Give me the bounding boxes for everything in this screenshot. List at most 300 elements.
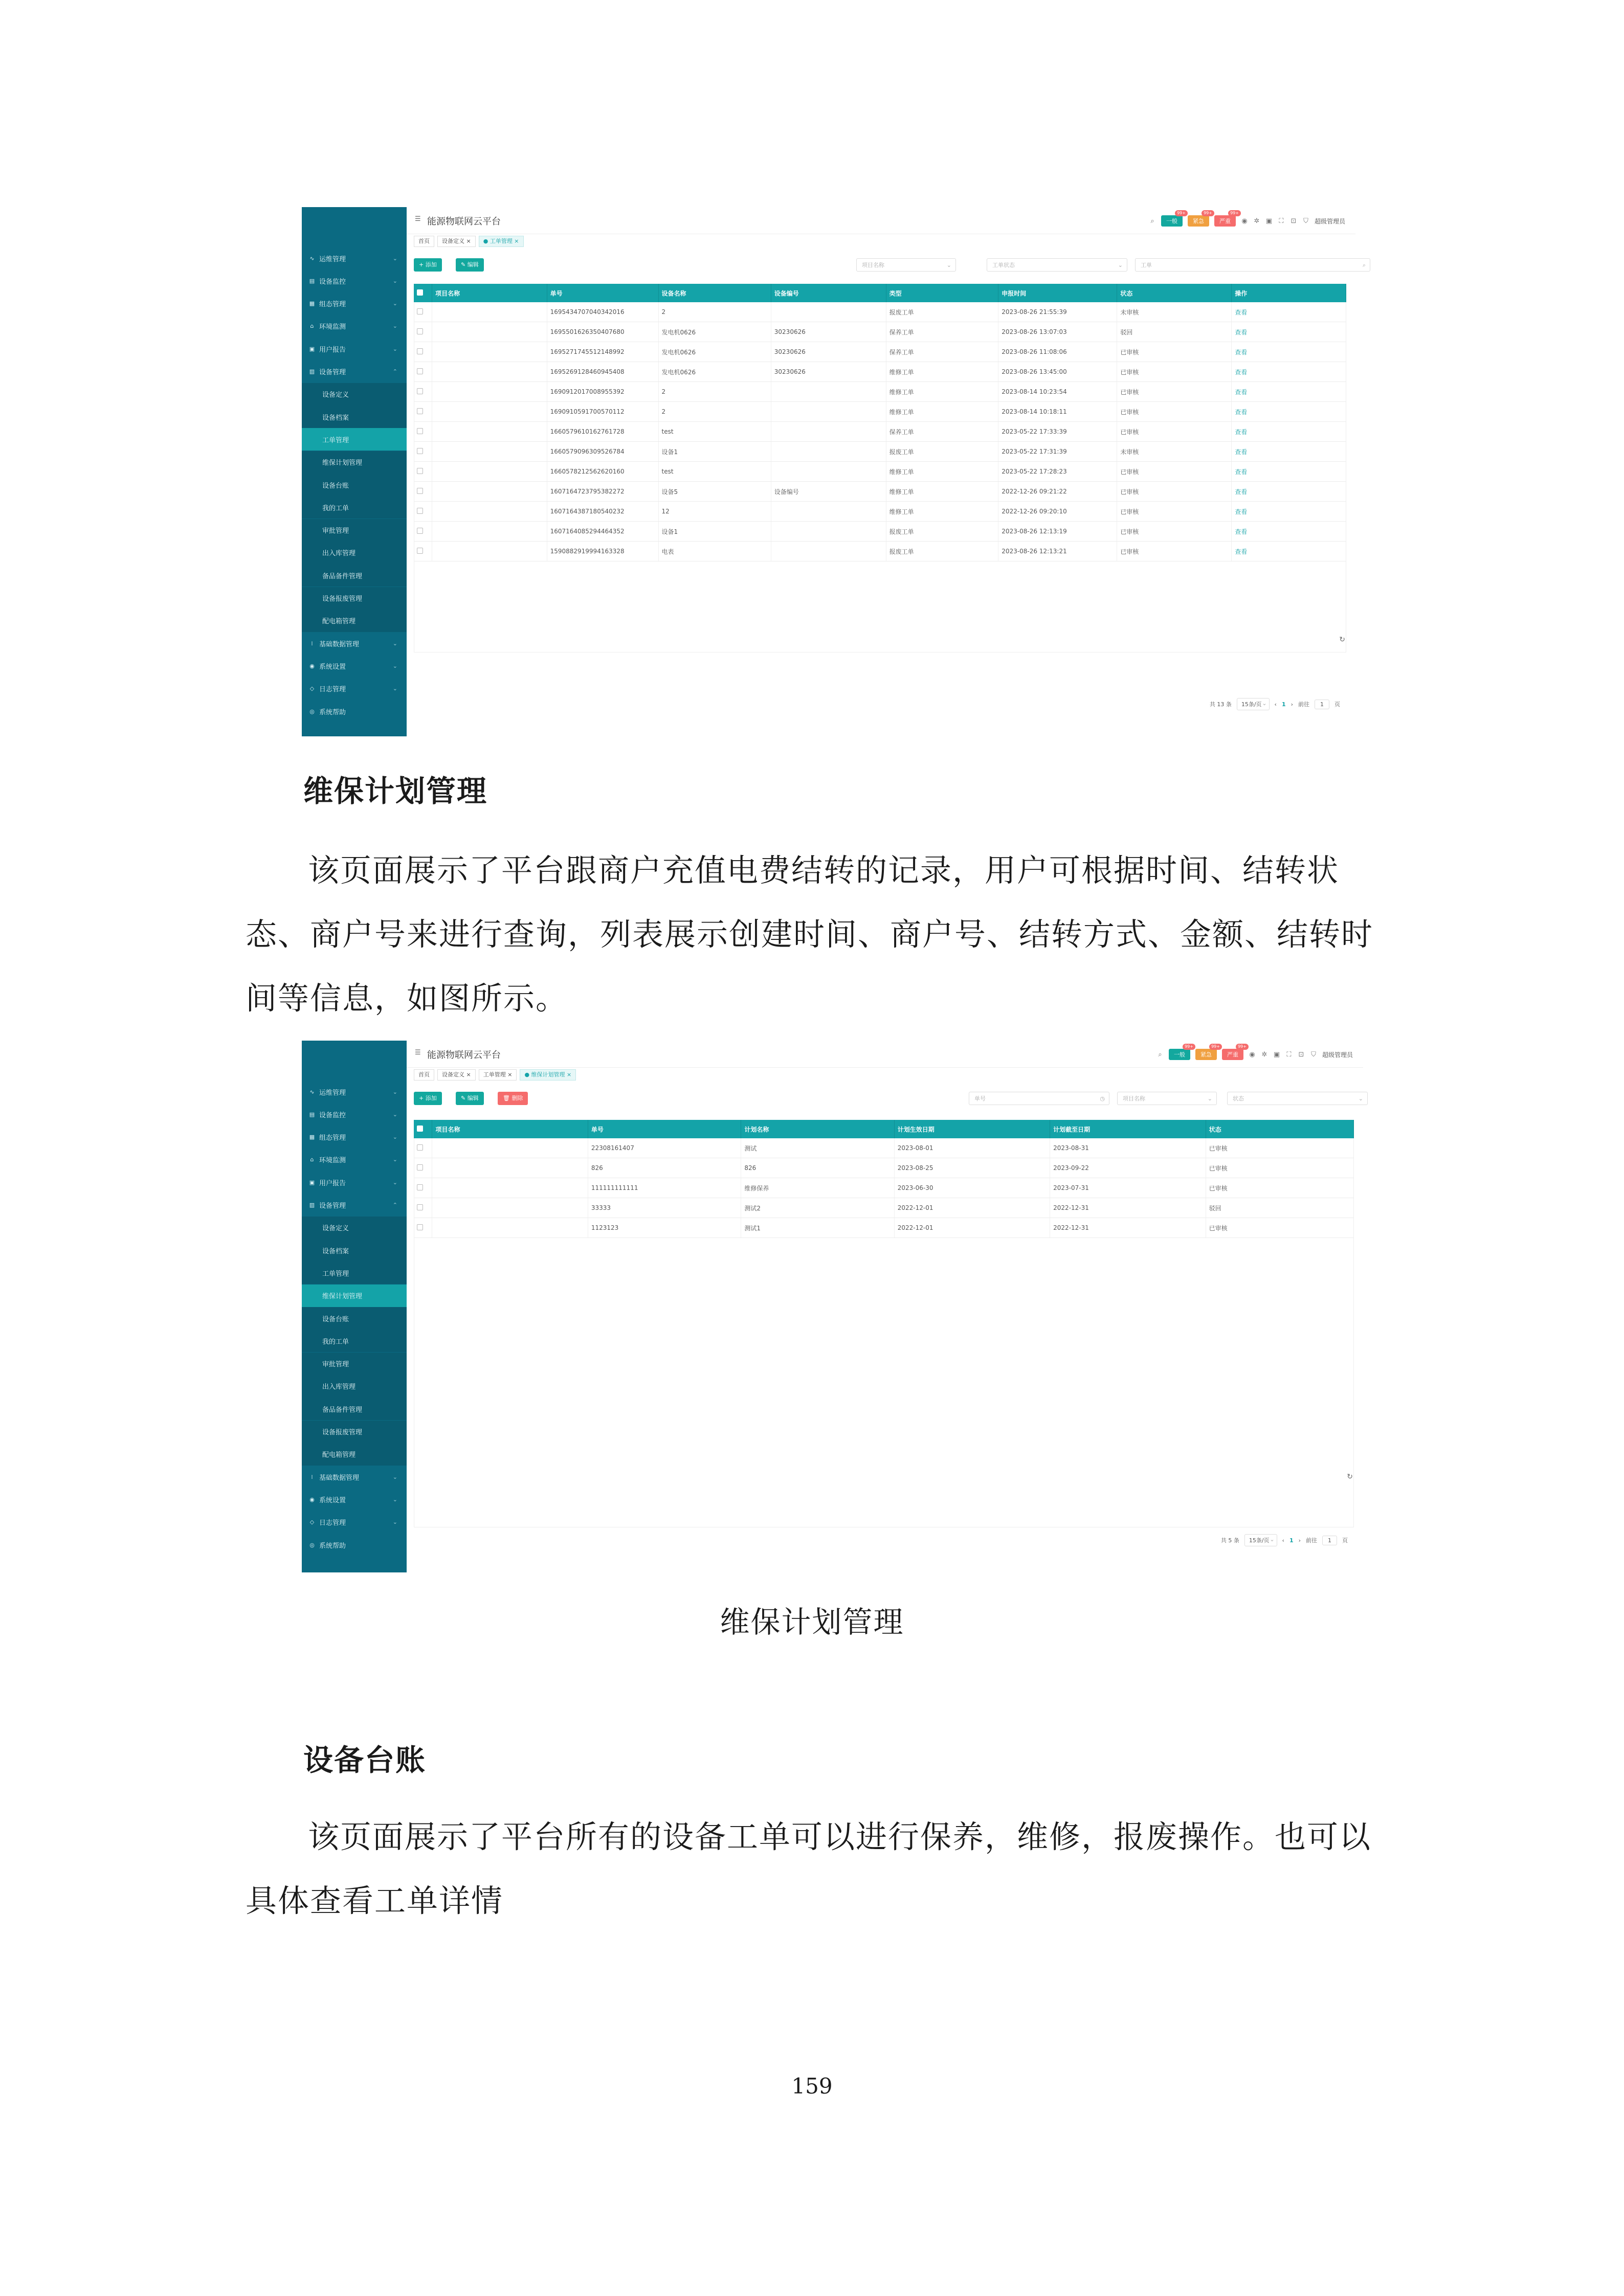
alarm-badge-label: 紧急	[1200, 1051, 1212, 1058]
checkbox[interactable]	[417, 289, 423, 296]
chevron-icon: ⌄	[392, 1496, 397, 1503]
sidebar-item-label: 设备报废管理	[322, 595, 363, 603]
sidebar-item[interactable]	[302, 428, 407, 451]
filter-placeholder: 状态	[1233, 1095, 1244, 1102]
filter-input[interactable]	[1117, 1092, 1217, 1105]
table-cell: 2023-08-26 11:08:06	[998, 342, 1117, 362]
current-page[interactable]: 1	[1281, 701, 1286, 708]
table-cell: 2023-06-30	[894, 1178, 1050, 1198]
table-cell: 2023-08-01	[894, 1138, 1050, 1158]
table-cell: 1660579096309526784	[547, 442, 658, 462]
help-icon: ◎	[309, 708, 315, 715]
sidebar-item[interactable]	[302, 406, 407, 428]
chevron-icon: ⌄	[392, 640, 397, 647]
table-cell: 2	[658, 402, 771, 422]
sidebar-item[interactable]	[302, 247, 407, 269]
table-cell: 2022-12-01	[894, 1198, 1050, 1218]
table-cell: 设备5	[658, 482, 771, 502]
sidebar-item[interactable]	[302, 1194, 407, 1217]
table-cell: 已审核	[1117, 342, 1232, 362]
select-all-checkbox[interactable]	[414, 1120, 432, 1138]
table-cell: 30230626	[771, 342, 886, 362]
paragraph-maintenance-plan: 该页面展示了平台跟商户充值电费结转的记录，用户可根据时间、结转状态、商户号来进行查询，列表展示创建时间、商户号、结转方式、金额、结转时间等信息，如图所示。	[246, 852, 1374, 1017]
table-cell: 已审核	[1206, 1178, 1353, 1198]
table-cell: 30230626	[771, 362, 886, 382]
sidebar-item-label: 出入库管理	[322, 550, 356, 558]
sidebar-item-label: 运维管理	[319, 1089, 346, 1097]
maintenance-plan-screenshot	[302, 1041, 1363, 1572]
table-cell: 1660579610162761728	[547, 422, 658, 442]
table-cell: test	[658, 462, 771, 482]
alarm-badge[interactable]	[1214, 211, 1239, 227]
toolbar	[414, 258, 1366, 273]
sidebar-item-label: 设备监控	[319, 1111, 346, 1119]
chevron-icon: ⌄	[392, 1519, 397, 1526]
table-cell: 维修保养	[741, 1178, 894, 1198]
table-cell: 2023-05-22 17:28:23	[998, 462, 1117, 482]
sidebar-item[interactable]	[302, 361, 407, 383]
goto-page-input[interactable]: 1	[1322, 1536, 1337, 1545]
sidebar-item-label: 我的工单	[322, 504, 349, 512]
sidebar-item-label: 运维管理	[319, 255, 346, 263]
figure-caption: 维保计划管理	[720, 1605, 904, 1639]
table-cell: 826	[588, 1158, 741, 1178]
table-cell: 1607164387180540232	[547, 502, 658, 522]
sidebar-item[interactable]	[302, 315, 407, 337]
sidebar-item[interactable]	[302, 1466, 407, 1488]
table-cell: 1695271745512148992	[547, 342, 658, 362]
sidebar-item-label: 设备管理	[319, 369, 346, 376]
screen-icon[interactable]: ▣	[1265, 217, 1273, 225]
sidebar	[302, 1041, 407, 1572]
filter-placeholder: 项目名称	[862, 262, 884, 268]
table-cell: 已审核	[1117, 362, 1232, 382]
column-header: 项目名称	[432, 1120, 588, 1138]
table-cell: 1695434707040342016	[547, 302, 658, 322]
table-cell: 2022-12-31	[1050, 1198, 1206, 1218]
sidebar-item-label: 配电箱管理	[322, 618, 356, 626]
sidebar-item[interactable]	[302, 1330, 407, 1352]
sidebar-item[interactable]	[302, 1126, 407, 1149]
table-cell: 保养工单	[886, 422, 998, 442]
chevron-icon: ⌄	[392, 1156, 397, 1163]
section-heading-device-ledger: 设备台账	[303, 1743, 427, 1777]
view-link[interactable]: 查看	[1232, 382, 1346, 402]
activity-icon: ∿	[309, 255, 315, 262]
chevron-icon: ⌄	[392, 255, 397, 262]
table-cell: 已审核	[1117, 542, 1232, 561]
table-cell: 2023-08-31	[1050, 1138, 1206, 1158]
top-right-tools	[1156, 1044, 1353, 1060]
alarm-badge[interactable]	[1195, 1044, 1220, 1060]
sidebar-item[interactable]	[302, 1149, 407, 1171]
toolbar-button[interactable]: + 添加	[414, 258, 442, 272]
alarm-badge-count: 99+	[1236, 1044, 1249, 1050]
fullscreen-icon[interactable]: ⛶	[1279, 217, 1284, 225]
table-cell: 未审核	[1117, 442, 1232, 462]
table-cell: 保养工单	[886, 322, 998, 342]
table-cell: 2022-12-31	[1050, 1218, 1206, 1238]
sidebar-item[interactable]	[302, 1488, 407, 1511]
sidebar-item-label: 用户报告	[319, 346, 346, 354]
chevron-icon: ⌄	[392, 685, 397, 692]
sidebar-item[interactable]	[302, 292, 407, 315]
table-cell: 发电机0626	[658, 322, 771, 342]
layout-icon: ▦	[309, 300, 315, 307]
chevron-icon: ⌄	[392, 1111, 397, 1118]
page-tab[interactable]: 首页	[414, 1069, 434, 1081]
sidebar-item-label: 工单管理	[322, 436, 349, 444]
alarm-badge[interactable]	[1161, 211, 1186, 227]
chevron-icon: ⌄	[392, 1179, 397, 1186]
refresh-icon[interactable]: ↻	[1339, 636, 1345, 644]
table-cell: 已审核	[1117, 482, 1232, 502]
table-cell: 报废工单	[886, 522, 998, 542]
sidebar-item[interactable]	[302, 269, 407, 292]
table-cell: 设备1	[658, 442, 771, 462]
toolbar-button[interactable]: ✎ 编辑	[456, 1092, 484, 1105]
settings-icon[interactable]: ✲	[1261, 1050, 1267, 1059]
user-name[interactable]: 超级管理员	[1322, 1051, 1353, 1059]
sidebar-item-label: 设备定义	[322, 1225, 349, 1233]
page-size-select[interactable]	[1244, 1534, 1277, 1546]
view-link[interactable]: 查看	[1232, 362, 1346, 382]
filter-input[interactable]	[1227, 1092, 1368, 1105]
work-order-screenshot	[302, 207, 1366, 736]
sidebar-item-label: 维保计划管理	[322, 1293, 363, 1301]
page-tab[interactable]: ● 维保计划管理 ×	[520, 1069, 576, 1081]
table-cell: 已审核	[1117, 522, 1232, 542]
lock-icon[interactable]: ⊡	[1291, 217, 1297, 225]
page-tab[interactable]: 首页	[414, 236, 434, 247]
view-link[interactable]: 查看	[1232, 422, 1346, 442]
table-cell: 2022-12-26 09:20:10	[998, 502, 1117, 522]
page-unit-label: 页	[1342, 1537, 1348, 1544]
sidebar-item-label: 设备管理	[319, 1202, 346, 1210]
table-cell: 2023-08-26 13:07:03	[998, 322, 1117, 342]
eye-icon[interactable]: ◉	[1249, 1050, 1255, 1059]
pagination	[1210, 698, 1340, 710]
sidebar-item-label: 系统设置	[319, 663, 346, 671]
view-link[interactable]: 查看	[1232, 482, 1346, 502]
column-header: 计划截至日期	[1050, 1120, 1206, 1138]
sidebar-item[interactable]	[302, 564, 407, 587]
filter-placeholder: 单号	[974, 1095, 986, 1102]
sidebar-item[interactable]	[302, 542, 407, 564]
column-header: 状态	[1117, 284, 1232, 302]
sidebar-item[interactable]	[302, 700, 407, 723]
column-header: 单号	[588, 1120, 741, 1138]
table-cell: 12	[658, 502, 771, 522]
settings-icon: ◉	[309, 1496, 315, 1503]
pagination	[1221, 1534, 1348, 1546]
table-cell: 1660578212562620160	[547, 462, 658, 482]
sidebar-item[interactable]	[302, 655, 407, 677]
sidebar-item[interactable]	[302, 1443, 407, 1466]
sidebar-item-label: 环境监测	[319, 323, 346, 331]
prev-page-icon[interactable]: ‹	[1282, 1537, 1284, 1544]
sidebar-item-label: 设备监控	[319, 278, 346, 286]
table-cell: test	[658, 422, 771, 442]
table-cell: 2023-09-22	[1050, 1158, 1206, 1178]
view-link[interactable]: 查看	[1232, 342, 1346, 362]
next-page-icon[interactable]: ›	[1298, 1537, 1301, 1544]
table-cell: 测试	[741, 1138, 894, 1158]
column-header: 单号	[547, 284, 658, 302]
current-page[interactable]: 1	[1289, 1537, 1294, 1544]
chevron-icon: ⌃	[392, 1202, 397, 1208]
toolbar-button[interactable]: 🗑 删除	[498, 1092, 528, 1105]
sidebar-item[interactable]	[302, 1421, 407, 1443]
fullscreen-icon[interactable]: ⛶	[1286, 1050, 1292, 1059]
table-cell: 2022-12-01	[894, 1218, 1050, 1238]
select-all-checkbox[interactable]	[414, 284, 432, 302]
column-header: 操作	[1232, 284, 1346, 302]
device-icon: ▥	[309, 368, 315, 375]
table-cell: 33333	[588, 1198, 741, 1218]
sidebar-item[interactable]	[302, 610, 407, 632]
sidebar-item-label: 备品备件管理	[322, 572, 363, 580]
alarm-badge-count: 99+	[1209, 1044, 1222, 1050]
page-tab[interactable]: 设备定义 ×	[437, 1069, 476, 1081]
table-cell: 维修工单	[886, 502, 998, 522]
page-size-value: 15条/页	[1241, 701, 1262, 708]
alarm-badge-label: 严重	[1219, 218, 1231, 224]
goto-page-input[interactable]: 1	[1315, 700, 1329, 709]
table-cell: 2023-05-22 17:31:39	[998, 442, 1117, 462]
table-cell: 设备编号	[771, 482, 886, 502]
sidebar-item[interactable]	[302, 337, 407, 360]
sidebar-item[interactable]	[302, 1171, 407, 1194]
table-cell: 1695269128460945408	[547, 362, 658, 382]
settings-icon[interactable]: ✲	[1254, 217, 1260, 225]
help-icon: ◎	[309, 1541, 315, 1548]
sidebar-item-label: 日志管理	[319, 686, 346, 694]
sidebar-item[interactable]	[302, 1217, 407, 1239]
table-cell: 测试2	[741, 1198, 894, 1218]
app-title: 能源物联网云平台	[427, 216, 501, 227]
sidebar-item[interactable]	[302, 1398, 407, 1420]
alarm-badge-label: 一般	[1166, 218, 1177, 224]
monitor-icon: ▤	[309, 1111, 315, 1118]
table-cell: 驳回	[1206, 1198, 1353, 1218]
filter-caret-icon: ⌄	[1118, 262, 1123, 268]
table-cell: 2023-08-26 12:13:21	[998, 542, 1117, 561]
table-cell: 已审核	[1117, 422, 1232, 442]
view-link[interactable]: 查看	[1232, 402, 1346, 422]
table-cell: 维修工单	[886, 482, 998, 502]
sidebar-item-label: 基础数据管理	[319, 640, 360, 648]
goto-label: 前往	[1306, 1537, 1317, 1544]
home-icon: ⌂	[310, 323, 314, 330]
page-size-select[interactable]	[1237, 698, 1270, 710]
sidebar-item[interactable]	[302, 632, 407, 655]
sidebar	[302, 207, 407, 736]
table-cell: 1690912017008955392	[547, 382, 658, 402]
page-size-value: 15条/页	[1249, 1537, 1270, 1544]
sidebar-item-label: 设备档案	[322, 414, 349, 422]
shield-icon[interactable]: ⛉	[1303, 217, 1308, 225]
column-header: 状态	[1206, 1120, 1353, 1138]
checkbox[interactable]	[417, 1126, 423, 1132]
device-icon: ▥	[309, 1202, 315, 1208]
view-link[interactable]: 查看	[1232, 302, 1346, 322]
filter-input[interactable]	[969, 1092, 1109, 1105]
table-cell: 保养工单	[886, 342, 998, 362]
menu-toggle-icon[interactable]: ☰	[415, 1049, 421, 1056]
table-cell: 维修工单	[886, 362, 998, 382]
sidebar-item[interactable]	[302, 678, 407, 700]
sidebar-item-label: 设备档案	[322, 1247, 349, 1255]
column-header: 设备编号	[771, 284, 886, 302]
sidebar-item[interactable]	[302, 1534, 407, 1556]
sidebar-item[interactable]	[302, 519, 407, 542]
sidebar-item[interactable]	[302, 1353, 407, 1375]
table-cell: 2023-05-22 17:33:39	[998, 422, 1117, 442]
view-link[interactable]: 查看	[1232, 502, 1346, 522]
column-header: 设备名称	[658, 284, 771, 302]
prev-page-icon[interactable]: ‹	[1274, 701, 1277, 708]
alarm-badge-count: 99+	[1228, 210, 1241, 216]
screen-icon[interactable]: ▣	[1273, 1050, 1280, 1059]
filter-input[interactable]	[987, 258, 1127, 272]
column-header: 计划生效日期	[894, 1120, 1050, 1138]
sidebar-item[interactable]	[302, 451, 407, 474]
table-cell: 2023-07-31	[1050, 1178, 1206, 1198]
layout-icon: ▦	[309, 1134, 315, 1141]
table-cell: 未审核	[1117, 302, 1232, 322]
filter-caret-icon: ◷	[1100, 1095, 1105, 1102]
alarm-badge-count: 99+	[1183, 1044, 1195, 1050]
filter-input[interactable]	[856, 258, 956, 272]
top-bar	[407, 1041, 1363, 1068]
alarm-badge-count: 99+	[1202, 210, 1214, 216]
sidebar-item[interactable]	[302, 496, 407, 519]
table-cell: 1590882919994163328	[547, 542, 658, 561]
eye-icon[interactable]: ◉	[1241, 217, 1248, 225]
sidebar-item-label: 组态管理	[319, 1134, 346, 1142]
sidebar-item[interactable]	[302, 474, 407, 496]
menu-toggle-icon[interactable]: ☰	[415, 215, 421, 223]
toolbar-button[interactable]: + 添加	[414, 1092, 442, 1105]
sidebar-item[interactable]	[302, 1262, 407, 1284]
top-bar	[407, 207, 1355, 234]
table-cell: 报废工单	[886, 542, 998, 561]
page-tab[interactable]: 设备定义 ×	[437, 236, 476, 247]
table-cell: 设备1	[658, 522, 771, 542]
view-link[interactable]: 查看	[1232, 322, 1346, 342]
total-count: 共 5 条	[1220, 1537, 1239, 1544]
view-link[interactable]: 查看	[1232, 462, 1346, 482]
sidebar-item-label: 设备定义	[322, 391, 349, 399]
toolbar	[414, 1092, 1363, 1106]
total-count: 共 13 条	[1209, 701, 1232, 708]
view-link[interactable]: 查看	[1232, 542, 1346, 561]
table-cell: 已审核	[1206, 1218, 1353, 1238]
lock-icon[interactable]: ⊡	[1298, 1050, 1304, 1059]
page-number: 159	[791, 2074, 833, 2099]
sidebar-item[interactable]	[302, 383, 407, 406]
filter-placeholder: 工单状态	[992, 262, 1015, 268]
section-heading-maintenance-plan: 维保计划管理	[303, 774, 488, 808]
sidebar-item-label: 系统设置	[319, 1496, 346, 1504]
app-title: 能源物联网云平台	[427, 1050, 501, 1061]
page-unit-label: 页	[1334, 701, 1340, 708]
filter-caret-icon: ⌕	[1362, 262, 1366, 268]
monitor-icon: ▤	[309, 277, 315, 284]
sidebar-item[interactable]	[302, 1307, 407, 1330]
table-frame	[414, 302, 1346, 652]
top-right-tools	[1149, 211, 1345, 227]
shield-icon[interactable]: ⛉	[1311, 1050, 1316, 1059]
sidebar-item[interactable]	[302, 1511, 407, 1534]
table-cell: 驳回	[1117, 322, 1232, 342]
sidebar-item-label: 环境监测	[319, 1157, 346, 1165]
next-page-icon[interactable]: ›	[1291, 701, 1293, 708]
table-cell: 已审核	[1206, 1138, 1353, 1158]
refresh-icon[interactable]: ↻	[1347, 1473, 1353, 1481]
table-cell: 维修工单	[886, 462, 998, 482]
sidebar-item-label: 用户报告	[319, 1179, 346, 1187]
table-cell: 111111111111	[588, 1178, 741, 1198]
page-tab[interactable]: ● 工单管理 ×	[479, 236, 524, 247]
filter-caret-icon: ⌄	[1207, 1095, 1212, 1102]
sidebar-item-label: 设备台账	[322, 482, 349, 490]
table-cell: 1695501626350407680	[547, 322, 658, 342]
toolbar-button[interactable]: ✎ 编辑	[456, 258, 484, 272]
sidebar-item[interactable]	[302, 1285, 407, 1307]
filter-input[interactable]	[1135, 258, 1370, 272]
view-link[interactable]: 查看	[1232, 522, 1346, 542]
table-cell: 已审核	[1117, 502, 1232, 522]
filter-caret-icon: ⌄	[1358, 1095, 1363, 1102]
chevron-icon: ⌄	[392, 300, 397, 307]
sidebar-item-label: 工单管理	[322, 1270, 349, 1278]
page-tab[interactable]: 工单管理 ×	[479, 1069, 517, 1081]
search-icon[interactable]: ⌕	[1150, 217, 1154, 225]
paragraph-device-ledger: 该页面展示了平台所有的设备工单可以进行保养，维修，报废操作。也可以具体查看工单详情	[246, 1819, 1372, 1919]
table-cell: 2023-08-26 13:45:00	[998, 362, 1117, 382]
alarm-badge-label: 紧急	[1192, 218, 1204, 224]
table-cell: 30230626	[771, 322, 886, 342]
sidebar-item-label: 基础数据管理	[319, 1474, 360, 1482]
settings-icon: ◉	[309, 662, 315, 669]
activity-icon: ∿	[309, 1088, 315, 1095]
sidebar-item-label: 系统帮助	[319, 1542, 346, 1550]
alarm-badge[interactable]	[1222, 1044, 1247, 1060]
sidebar-item-label: 审批管理	[322, 1361, 349, 1369]
alarm-badge[interactable]	[1188, 211, 1212, 227]
table-cell: 维修工单	[886, 402, 998, 422]
table-cell: 发电机0626	[658, 362, 771, 382]
sidebar-item[interactable]	[302, 1375, 407, 1398]
alarm-badge-label: 一般	[1173, 1051, 1185, 1058]
alarm-badge[interactable]	[1169, 1044, 1193, 1060]
sidebar-item[interactable]	[302, 1081, 407, 1103]
view-link[interactable]: 查看	[1232, 442, 1346, 462]
report-icon: ▣	[309, 345, 315, 352]
chevron-icon: ⌄	[392, 1088, 397, 1095]
table-cell: 22308161407	[588, 1138, 741, 1158]
sidebar-item[interactable]	[302, 1239, 407, 1262]
search-icon[interactable]: ⌕	[1158, 1050, 1162, 1059]
sidebar-item[interactable]	[302, 1103, 407, 1126]
sidebar-item[interactable]	[302, 587, 407, 610]
table-cell: 2023-08-26 21:55:39	[998, 302, 1117, 322]
sidebar-item-label: 组态管理	[319, 301, 346, 309]
goto-label: 前往	[1298, 701, 1309, 708]
user-name[interactable]: 超级管理员	[1314, 217, 1345, 225]
